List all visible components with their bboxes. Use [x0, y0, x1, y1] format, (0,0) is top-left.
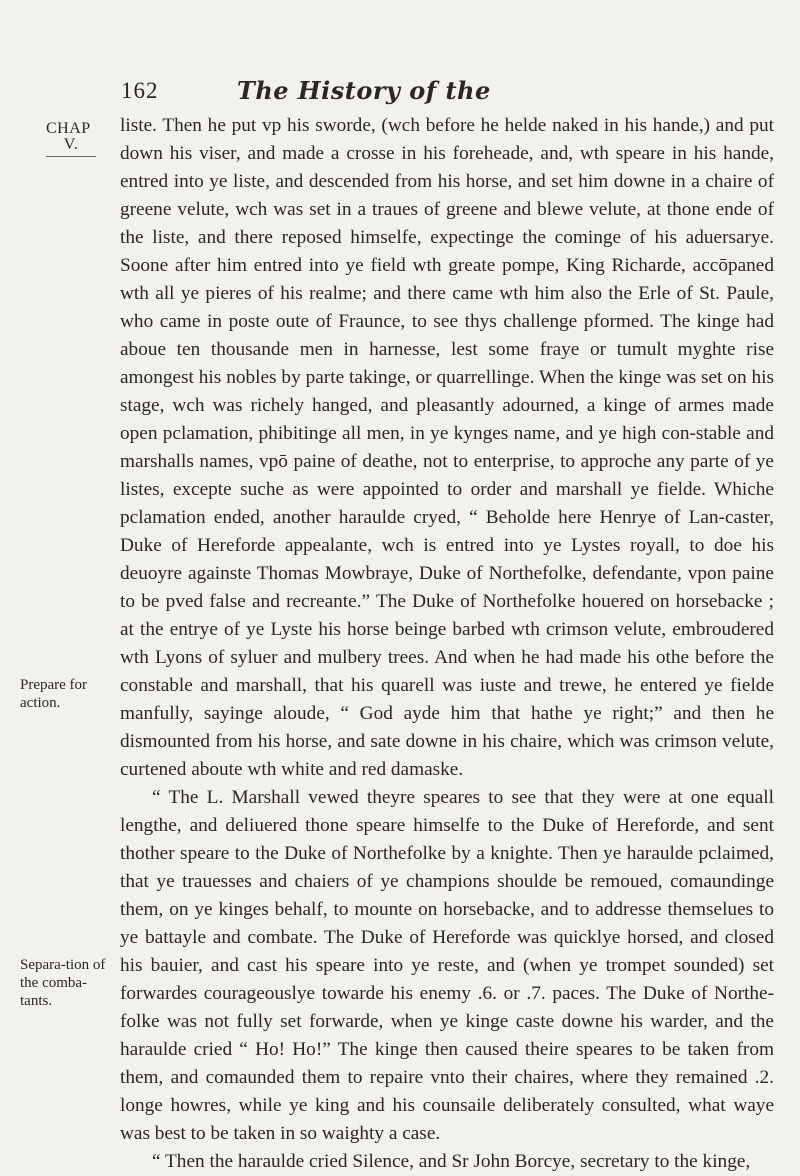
chapter-label — [46, 120, 108, 157]
page-number: 162 — [121, 78, 159, 103]
paragraph-1: liste. Then he put vp his sworde, (wch before he helde naked in his hande,) and put down his viser, and made a crosse in his foreheade, and, wth speare in his hande, entred into ye liste, and descended from his horse, and set him downe in a chaire of greene velute, wch was set in a traues of greene and blewe velute, at thone ende of the liste, and there reposed himselfe, expectinge the cominge of his aduersarye. Soone after him entred into ye field wth greate pompe, King Richarde, accōpaned wth all ye pieres of his realme; and there came wth him also the Erle of St. Paule, who came in poste oute of Fraunce, to see thys challenge pformed. The kinge had aboue ten thousande men in harnesse, lest some fraye or tumult myghte rise amongest his nobles by parte takinge, or quarrellinge. When the kinge was set on his stage, wch was richely hanged, and pleasantly adourned, a kinge of armes made open pclamation, phibitinge all men, in ye kynges name, and ye high con-stable and marshalls names, vpō paine of deathe, not to enterprise, to approche any parte of ye listes, excepte suche as were appointed to order and marshall ye fielde. Whiche pclamation ended, another haraulde cryed, “ Beholde here Henrye of Lan-caster, Duke of Hereforde appealante, wch is entred into ye Lystes royall, to doe his deuoyre againste Thomas Mowbraye, Duke of Northefolke, defendante, vpon paine to be pved false and recreante.” The Duke of Northefolke houered on horsebacke ; at the entrye of ye Lyste his horse beinge barbed wth crimson velute, embroudered wth Lyons of syluer and mulbery trees. And when he had made his othe before the constable and marshall, that his quarell was iuste and trewe, he entered ye fielde manfully, sayinge aloude, “ God ayde him that hathe ye right;” and then he dismounted from his horse, and sate downe in his chaire, which was crimson velute, curtened aboute wth white and red damaske. — [120, 115, 774, 780]
running-title: The History of the — [237, 76, 491, 105]
running-head — [0, 76, 800, 116]
paragraph-2: “ The L. Marshall vewed theyre speares to see that they were at one equall lengthe, and deliuered thone speare himselfe to the Duke of Hereforde, and sent thother speare to the Duke of Northefolke by a knighte. Then ye haraulde pclaimed, that ye trauesses and chaiers of ye champions shoulde be remoued, comaundinge them, on ye kinges behalf, to mounte on horsebacke, and to addresse themselues to ye battayle and combate. The Duke of Hereforde was quicklye horsed, and closed his bauier, and cast his speare into ye reste, and (when ye trompet sounded) set forwardes courageouslye towarde his enemy .6. or .7. paces. The Duke of Northe-folke was not fully set forwarde, when ye kinge caste downe his warder, and the haraulde cried “ Ho! Ho!” The kinge then caused theire speares to be taken from them, and comaunded them to repaire vnto their chaires, where they remained .2. longe howres, while ye king and his counsaile deliberately consulted, what waye was best to be taken in so waighty a case. — [120, 787, 774, 1144]
chapter-label-text: CHAP — [46, 120, 91, 137]
margin-note-prepare: Prepare for action. — [20, 677, 88, 711]
margin-note-separation: Separa-tion of the comba-tants. — [20, 957, 106, 1009]
body-text — [120, 112, 774, 1176]
chapter-number: V. — [46, 136, 96, 157]
paragraph-3: “ Then the haraulde cried Silence, and Sr John Borcye, secretary to the kinge, — [152, 1151, 751, 1172]
